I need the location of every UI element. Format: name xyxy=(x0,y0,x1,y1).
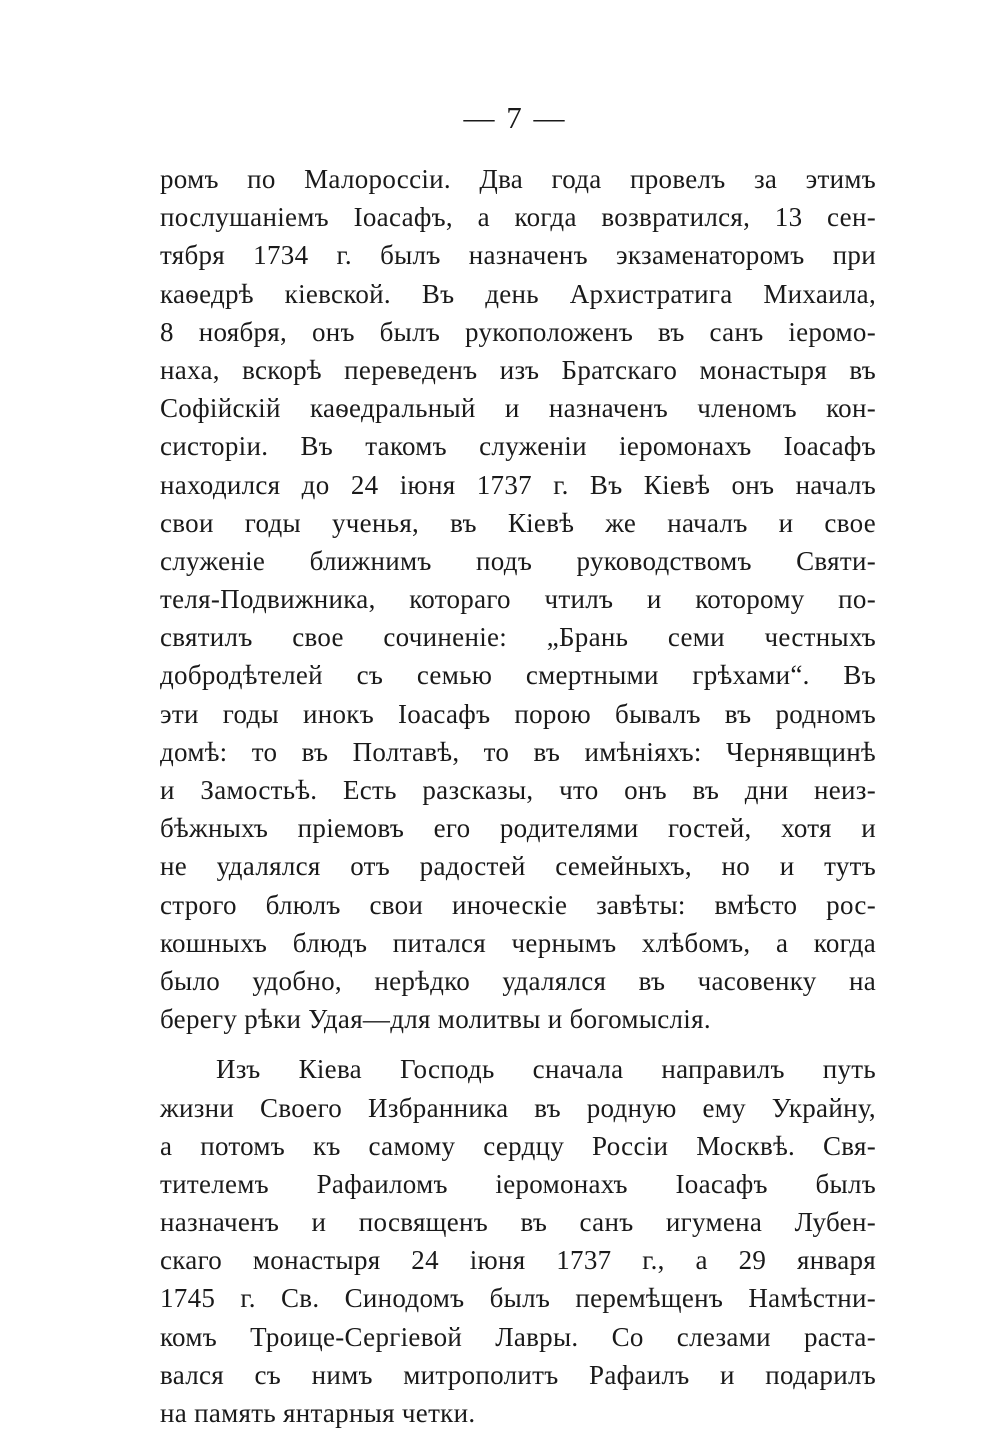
text-line: Софійскій каѳедральный и назначенъ членомъ кон- xyxy=(160,393,876,424)
text-line: домѣ: то въ Полтавѣ, то въ имѣніяхъ: Чернявщинѣ xyxy=(160,736,876,767)
paragraph-1 xyxy=(160,160,876,1038)
text-line: ромъ по Малороссіи. Два года провелъ за этимъ xyxy=(160,164,876,194)
text-line: жизни Своего Избранника въ родную ему Украйну, xyxy=(160,1092,876,1123)
text-line: добродѣтелей съ семью смертными грѣхами“. Въ xyxy=(160,660,876,691)
paragraph-2 xyxy=(160,1050,876,1432)
text-line: теля-Подвижника, котораго чтилъ и которому по- xyxy=(160,584,876,615)
text-line: систоріи. Въ такомъ служеніи іеромонахъ Іоасафъ xyxy=(160,431,876,462)
text-line: назначенъ и посвященъ въ санъ игумена Лубен- xyxy=(160,1207,876,1238)
text-line: служеніе ближнимъ подъ руководствомъ Святи- xyxy=(160,545,876,576)
text-line: комъ Троице-Сергіевой Лавры. Со слезами растa- xyxy=(160,1321,876,1352)
text-line: берегу рѣки Удая—для молитвы и богомыслія. xyxy=(160,1004,711,1035)
text-line: тября 1734 г. былъ назначенъ экзаменаторомъ при xyxy=(160,240,876,271)
paragraph-gap xyxy=(160,1038,876,1050)
text-line: святилъ свое сочиненіе: „Брань семи честныхъ xyxy=(160,622,876,653)
text-line: 8 ноября, онъ былъ рукоположенъ въ санъ іеромо- xyxy=(160,316,876,347)
text-line: 1745 г. Св. Синодомъ былъ перемѣщенъ Намѣстни- xyxy=(160,1283,876,1314)
text-line: свои годы ученья, въ Кіевѣ же началъ и свое xyxy=(160,507,876,538)
text-line: эти годы инокъ Іоасафъ порою бывалъ въ родномъ xyxy=(160,698,876,729)
text-line: тителемъ Рафаиломъ іеромонахъ Іоасафъ былъ xyxy=(160,1168,876,1199)
text-line: каѳедрѣ кіевской. Въ день Архистратига Михаила, xyxy=(160,278,876,309)
text-line: и Замостьѣ. Есть разсказы, что онъ въ дни неиз- xyxy=(160,775,876,805)
text-line: бѣжныхъ пріемовъ его родителями гостей, хотя и xyxy=(160,813,876,844)
text-line: кошныхъ блюдъ питался чернымъ хлѣбомъ, а когда xyxy=(160,927,876,958)
text-line: наха, вскорѣ переведенъ изъ Братскаго монастыря въ xyxy=(160,354,876,385)
text-line: не удалялся отъ радостей семейныхъ, но и тутъ xyxy=(160,851,876,882)
text-line: а потомъ къ самому сердцу Россіи Москвѣ. Свя- xyxy=(160,1130,876,1161)
text-line: скаго монастыря 24 іюня 1737 г., а 29 января xyxy=(160,1245,876,1276)
text-line: строго блюлъ свои иноческіе завѣты: вмѣсто рос- xyxy=(160,889,876,920)
body-text xyxy=(160,160,876,1432)
page-number: — 7 — xyxy=(463,100,567,135)
text-line: было удобно, нерѣдко удалялся въ часовенку на xyxy=(160,965,876,996)
text-line: послушаніемъ Іоасафъ, а когда возвратился, 13 сен- xyxy=(160,202,876,233)
text-line: вался съ нимъ митрополитъ Рафаилъ и подарилъ xyxy=(160,1359,876,1390)
text-line: Изъ Кіева Господь сначала направилъ путь xyxy=(216,1054,876,1085)
text-line: на память янтарныя четки. xyxy=(160,1398,476,1428)
text-line: находился до 24 іюня 1737 г. Въ Кіевѣ онъ началъ xyxy=(160,469,876,500)
